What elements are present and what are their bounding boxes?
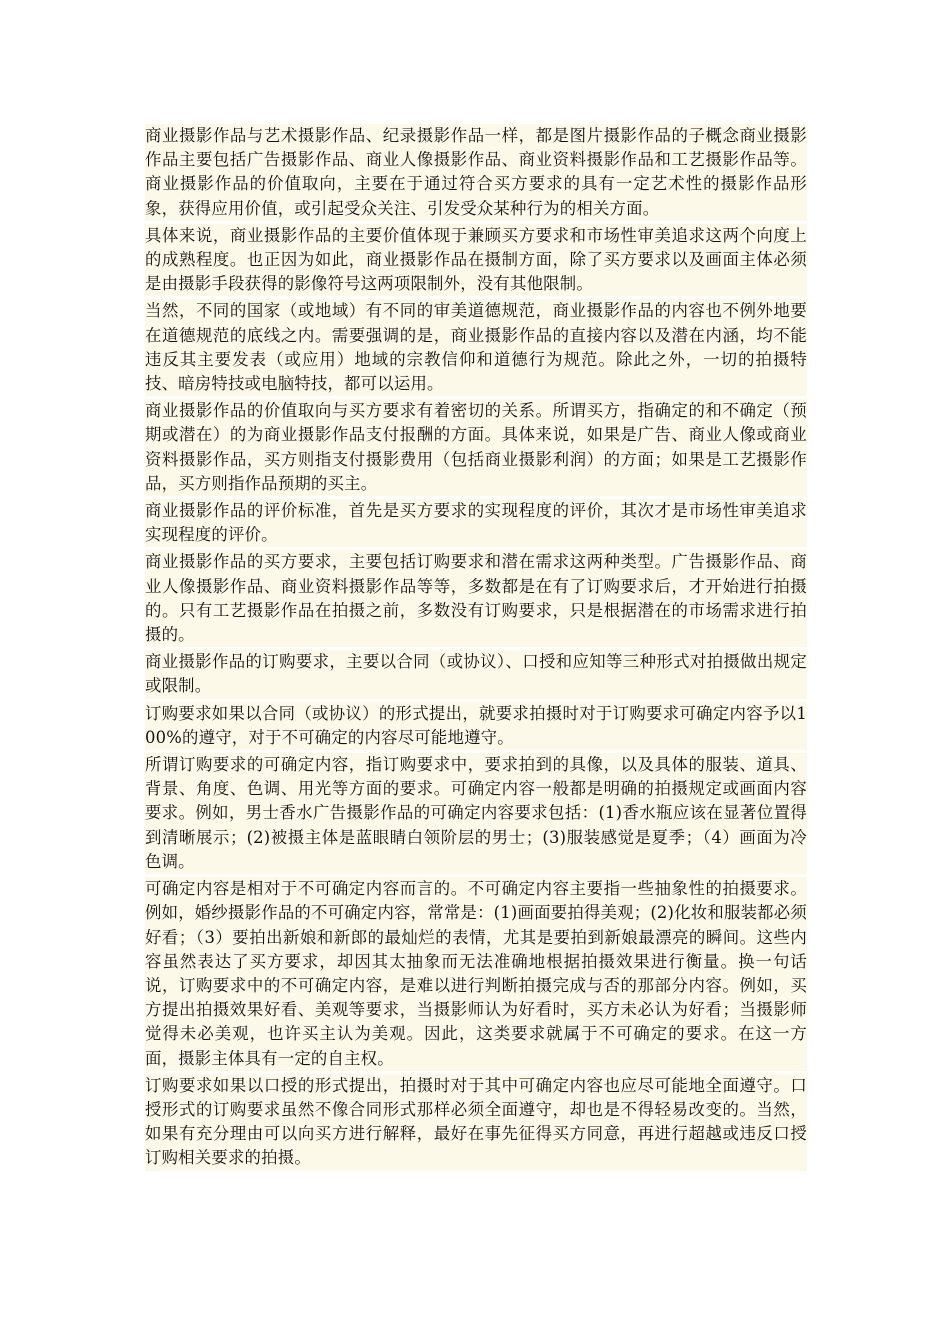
paragraph-7: 商业摄影作品的订购要求，主要以合同（或协议）、口授和应知等三种形式对拍摄做出规定或限制。 xyxy=(145,650,807,698)
paragraph-10: 可确定内容是相对于不可确定内容而言的。不可确定内容主要指一些抽象性的拍摄要求。例如，婚纱摄影作品的不可确定内容，常常是：(1)画面要拍得美观；(2)化妆和服装都必须好看；（3）要拍出新娘和新郎的最灿烂的表情，尤其是要拍到新娘最漂亮的瞬间。这些内容虽然表达了买方要求，却因其太抽象而无法准确地根据拍摄效果进行衡量。换一句话说，订购要求中的不可确定内容，是难以进行判断拍摄完成与否的那部分内容。例如，买方提出拍摄效果好看、美观等要求，当摄影师认为好看时，买方未必认为好看；当摄影师觉得未必美观，也许买主认为美观。因此，这类要求就属于不可确定的要求。在这一方面，摄影主体具有一定的自主权。 xyxy=(145,877,807,1071)
document-body xyxy=(145,124,807,1174)
paragraph-6: 商业摄影作品的买方要求，主要包括订购要求和潜在需求这两种类型。广告摄影作品、商业人像摄影作品、商业资料摄影作品等等，多数都是在有了订购要求后，才开始进行拍摄的。只有工艺摄影作品在拍摄之前，多数没有订购要求，只是根据潜在的市场需求进行拍摄的。 xyxy=(145,550,807,647)
paragraph-4: 商业摄影作品的价值取向与买方要求有着密切的关系。所谓买方，指确定的和不确定（预期或潜在）的为商业摄影作品支付报酬的方面。具体来说，如果是广告、商业人像或商业资料摄影作品，买方则指支付摄影费用（包括商业摄影利润）的方面；如果是工艺摄影作品，买方则指作品预期的买主。 xyxy=(145,399,807,496)
paragraph-5: 商业摄影作品的评价标准，首先是买方要求的实现程度的评价，其次才是市场性审美追求实现程度的评价。 xyxy=(145,499,807,547)
paragraph-11: 订购要求如果以口授的形式提出，拍摄时对于其中可确定内容也应尽可能地全面遵守。口授形式的订购要求虽然不像合同形式那样必须全面遵守，却也是不得轻易改变的。当然，如果有充分理由可以向买方进行解释，最好在事先征得买方同意，再进行超越或违反口授订购相关要求的拍摄。 xyxy=(145,1074,807,1171)
paragraph-2: 具体来说，商业摄影作品的主要价值体现于兼顾买方要求和市场性审美追求这两个向度上的成熟程度。也正因为如此，商业摄影作品在摄制方面，除了买方要求以及画面主体必须是由摄影手段获得的影像符号这两项限制外，没有其他限制。 xyxy=(145,224,807,297)
paragraph-1: 商业摄影作品与艺术摄影作品、纪录摄影作品一样，都是图片摄影作品的子概念商业摄影作品主要包括广告摄影作品、商业人像摄影作品、商业资料摄影作品和工艺摄影作品等。商业摄影作品的价值取向，主要在于通过符合买方要求的具有一定艺术性的摄影作品形象，获得应用价值，或引起受众关注、引发受众某种行为的相关方面。 xyxy=(145,124,807,221)
paragraph-3: 当然，不同的国家（或地域）有不同的审美道德规范，商业摄影作品的内容也不例外地要在道德规范的底线之内。需要强调的是，商业摄影作品的直接内容以及潜在内涵，均不能违反其主要发表（或应用）地域的宗教信仰和道德行为规范。除此之外，一切的拍摄特技、暗房特技或电脑特技，都可以运用。 xyxy=(145,299,807,396)
paragraph-8: 订购要求如果以合同（或协议）的形式提出，就要求拍摄时对于订购要求可确定内容予以100%的遵守，对于不可确定的内容尽可能地遵守。 xyxy=(145,702,807,750)
paragraph-9: 所谓订购要求的可确定内容，指订购要求中，要求拍到的具像，以及具体的服装、道具、背景、角度、色调、用光等方面的要求。可确定内容一般都是明确的拍摄规定或画面内容要求。例如，男士香水广告摄影作品的可确定内容要求包括：(1)香水瓶应该在显著位置得到清晰展示；(2)被摄主体是蓝眼睛白领阶层的男士；(3)服装感觉是夏季；（4）画面为冷色调。 xyxy=(145,753,807,874)
